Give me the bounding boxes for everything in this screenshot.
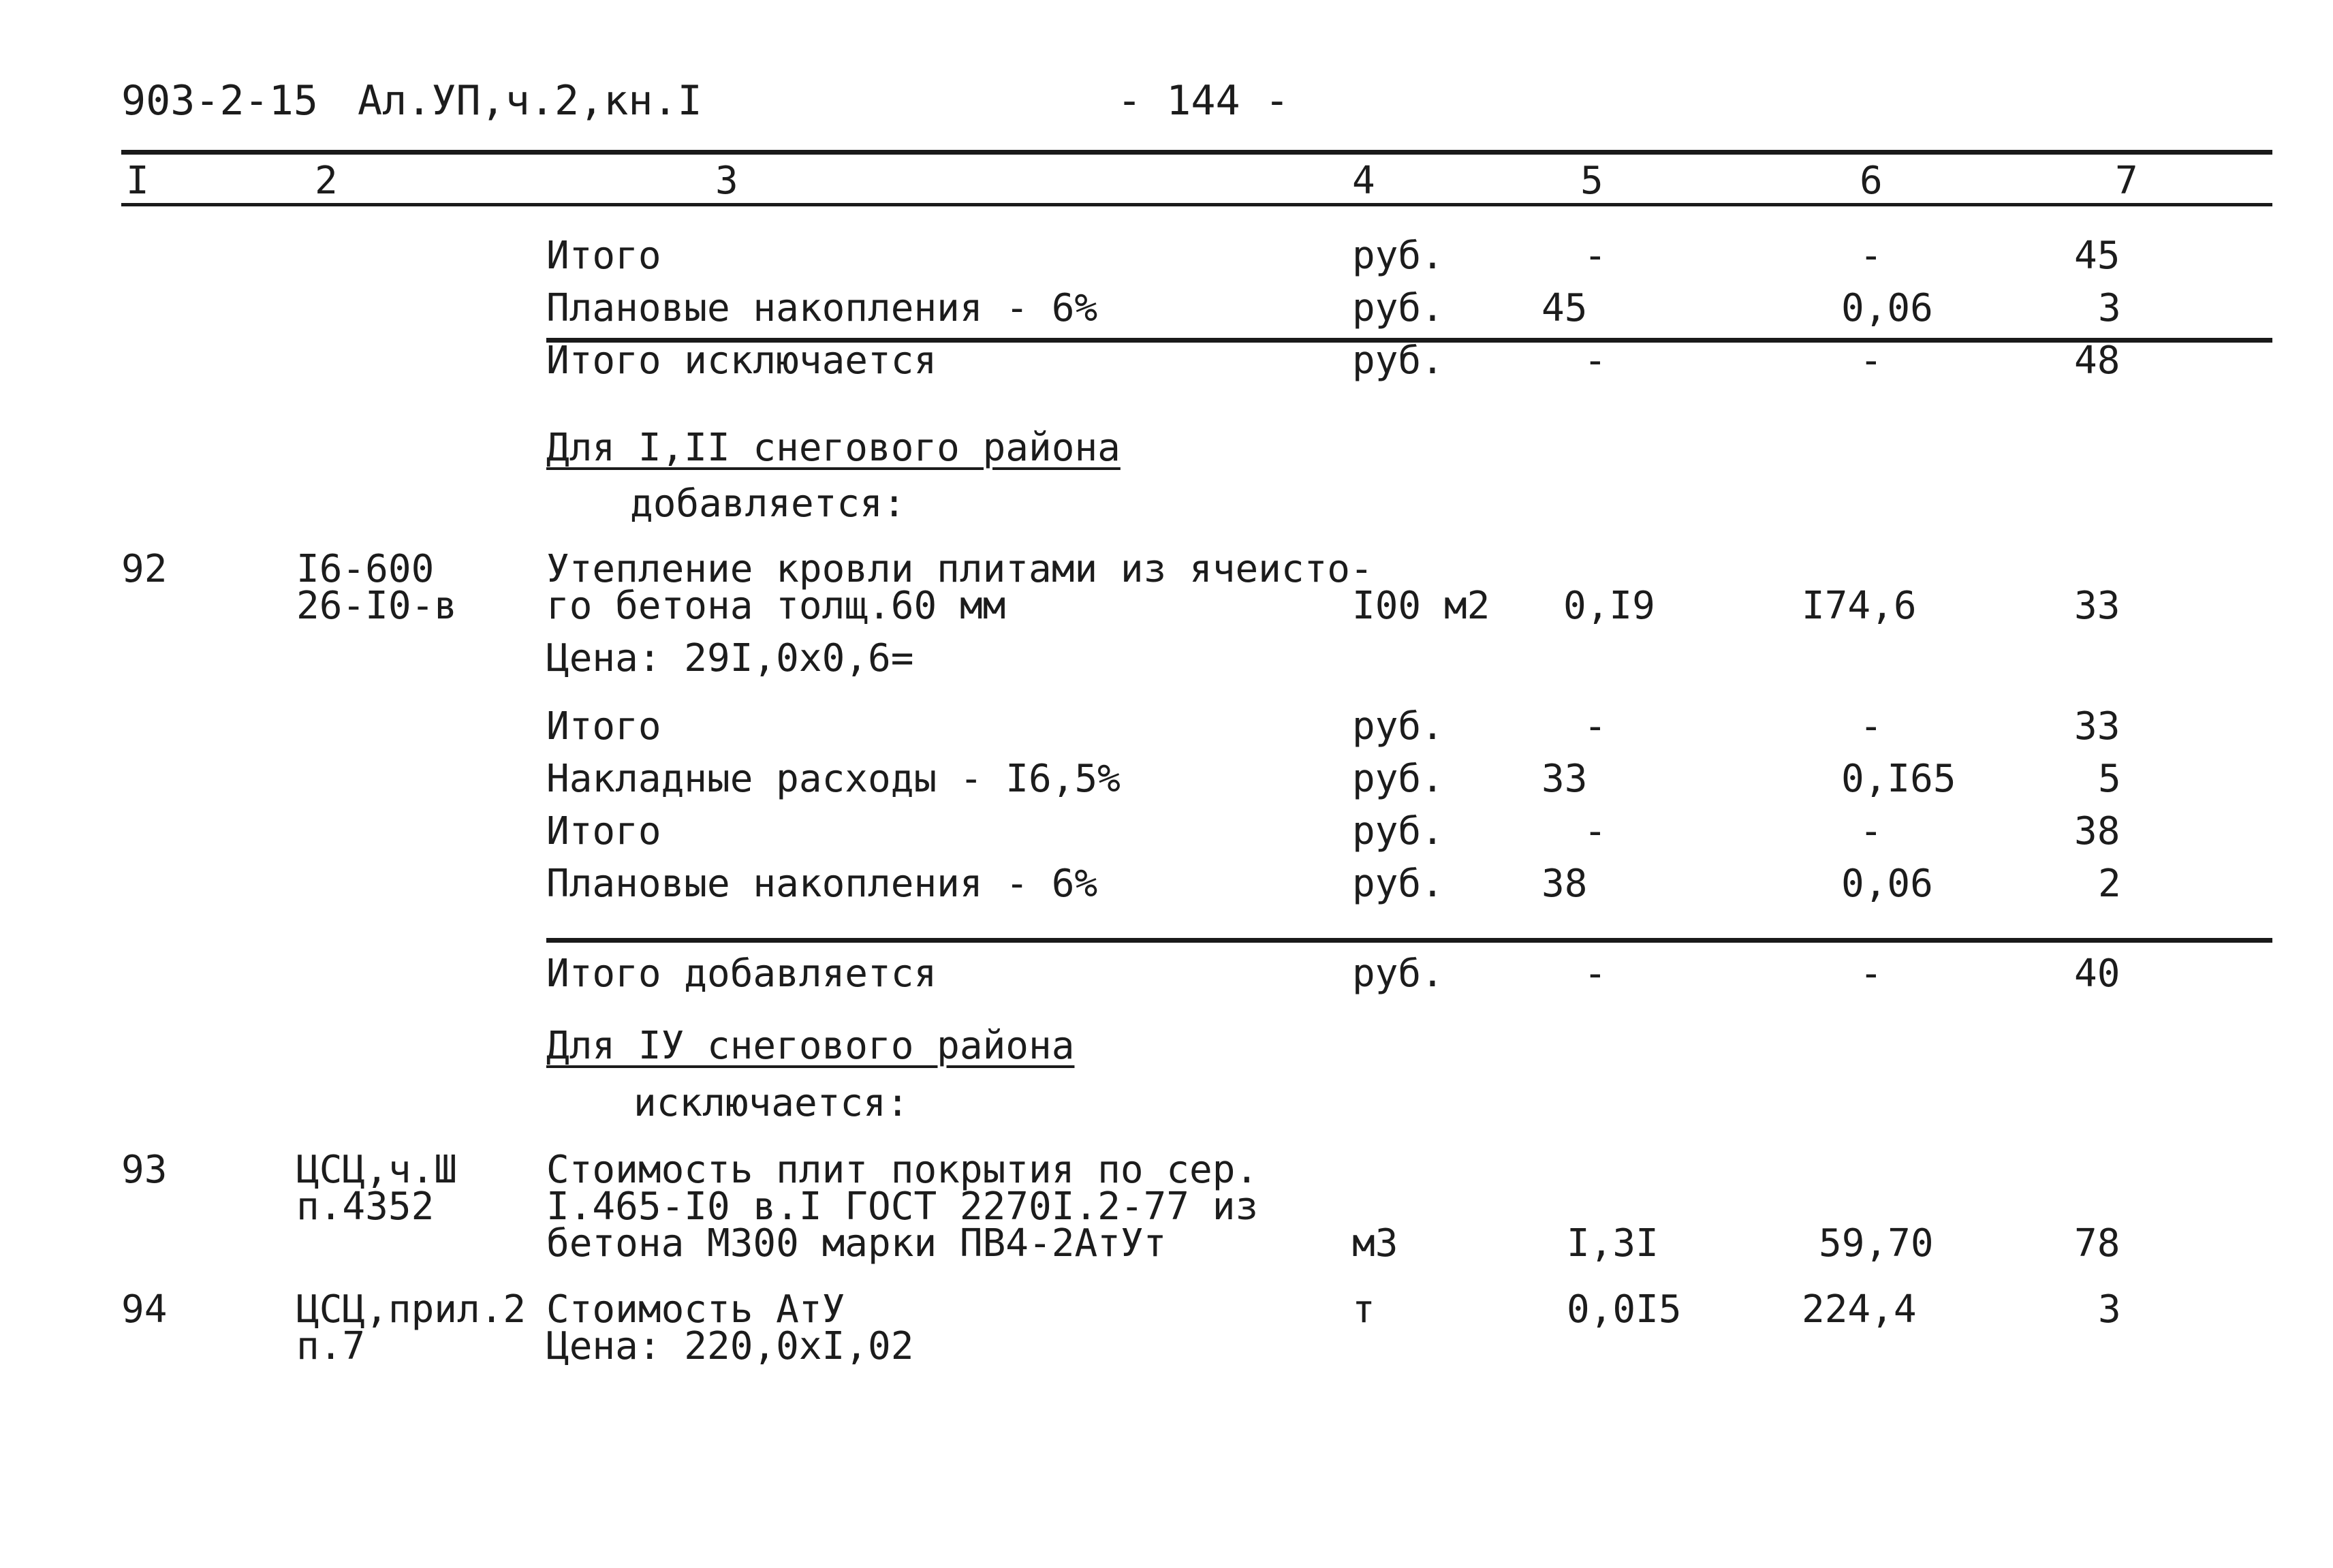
row-93-code-line-2: п.4352 xyxy=(296,1185,435,1229)
row-8-unit-price: 0,06 xyxy=(1841,862,1933,906)
row-9-total: 40 xyxy=(2074,952,2120,996)
row-7-quantity: - xyxy=(1584,809,1607,853)
row-5-unit-price: - xyxy=(1860,704,1883,749)
row-6-unit-price: 0,I65 xyxy=(1841,757,1956,801)
row-93-description-line-3: бетона М300 марки ПВ4-2АтУт xyxy=(546,1221,1167,1266)
row-2-total: 48 xyxy=(2074,339,2120,383)
row-2-unit: руб. xyxy=(1352,339,1444,383)
row-8-unit: руб. xyxy=(1352,862,1444,906)
row-93-description-line-1: Стоимость плит покрытия по сер. xyxy=(546,1148,1259,1192)
document-code: 903-2-15 xyxy=(121,77,318,125)
row-0-unit: руб. xyxy=(1352,234,1444,278)
row-9-unit-price: - xyxy=(1860,952,1883,996)
row-92-total: 33 xyxy=(2074,584,2120,628)
row-93-unit-price: 59,70 xyxy=(1819,1221,1934,1266)
row-92-code-line-2: 26-I0-в xyxy=(296,584,458,628)
row-9-unit: руб. xyxy=(1352,952,1444,996)
row-93-number: 93 xyxy=(121,1148,168,1192)
row-5-unit: руб. xyxy=(1352,704,1444,749)
row-94-quantity: 0,0I5 xyxy=(1567,1287,1682,1332)
row-0-total: 45 xyxy=(2074,234,2120,278)
table-top-rule xyxy=(121,150,2272,155)
subtotal-rule-2 xyxy=(546,938,2272,943)
page-number: - 144 - xyxy=(1117,77,1289,125)
section-subheading-excluded: исключается: xyxy=(633,1081,909,1125)
section-heading-snow-region-4: Для IУ снегового района xyxy=(546,1024,1075,1068)
row-2-quantity: - xyxy=(1584,339,1607,383)
row-7-unit: руб. xyxy=(1352,809,1444,853)
row-1-unit-price: 0,06 xyxy=(1841,286,1933,330)
column-header-1: I xyxy=(126,159,149,203)
row-93-total: 78 xyxy=(2074,1221,2120,1266)
row-9-quantity: - xyxy=(1584,952,1607,996)
row-94-code-line-2: п.7 xyxy=(296,1324,366,1368)
section-heading-snow-region-1-2: Для I,II снегового района xyxy=(546,426,1121,470)
row-92-description-line-2: го бетона толщ.60 мм xyxy=(546,584,1006,628)
row-8-description: Плановые накопления - 6% xyxy=(546,862,1098,906)
row-6-total: 5 xyxy=(2098,757,2121,801)
row-92-description-line-1: Утепление кровли плитами из ячеисто- xyxy=(546,547,1373,591)
column-header-7: 7 xyxy=(2115,159,2138,203)
row-93-quantity: I,3I xyxy=(1567,1221,1659,1266)
album-reference: Ал.УП,ч.2,кн.I xyxy=(358,77,702,125)
row-8-quantity: 38 xyxy=(1541,862,1588,906)
column-header-2: 2 xyxy=(315,159,338,203)
row-0-description: Итого xyxy=(546,234,661,278)
row-0-unit-price: - xyxy=(1860,234,1883,278)
row-7-description: Итого xyxy=(546,809,661,853)
row-8-total: 2 xyxy=(2098,862,2121,906)
row-93-unit: м3 xyxy=(1352,1221,1398,1266)
row-94-description-line-2: Цена: 220,0xI,02 xyxy=(546,1324,914,1368)
row-6-quantity: 33 xyxy=(1541,757,1588,801)
row-0-quantity: - xyxy=(1584,234,1607,278)
row-92-unit-price: I74,6 xyxy=(1802,584,1917,628)
row-5-total: 33 xyxy=(2074,704,2120,749)
row-92-unit: I00 м2 xyxy=(1352,584,1490,628)
row-6-unit: руб. xyxy=(1352,757,1444,801)
row-92-quantity: 0,I9 xyxy=(1563,584,1655,628)
row-94-unit: т xyxy=(1352,1287,1375,1332)
row-94-unit-price: 224,4 xyxy=(1802,1287,1917,1332)
row-92-code-line-1: I6-600 xyxy=(296,547,435,591)
row-2-unit-price: - xyxy=(1860,339,1883,383)
row-92-number: 92 xyxy=(121,547,168,591)
row-94-description-line-1: Стоимость АтУ xyxy=(546,1287,845,1332)
column-header-3: 3 xyxy=(715,159,738,203)
section-subheading-added: добавляется: xyxy=(630,482,906,526)
table-header-rule xyxy=(121,203,2272,206)
row-1-quantity: 45 xyxy=(1541,286,1588,330)
row-94-code-line-1: ЦСЦ,прил.2 xyxy=(296,1287,527,1332)
row-1-description: Плановые накопления - 6% xyxy=(546,286,1098,330)
row-7-unit-price: - xyxy=(1860,809,1883,853)
row-94-number: 94 xyxy=(121,1287,168,1332)
row-92-price-formula: Цена: 29I,0x0,6= xyxy=(546,636,914,680)
row-2-description: Итого исключается xyxy=(546,339,937,383)
row-5-quantity: - xyxy=(1584,704,1607,749)
row-93-description-line-2: I.465-I0 в.I ГОСТ 2270I.2-77 из xyxy=(546,1185,1259,1229)
row-1-total: 3 xyxy=(2098,286,2121,330)
row-1-unit: руб. xyxy=(1352,286,1444,330)
row-94-total: 3 xyxy=(2098,1287,2121,1332)
column-header-4: 4 xyxy=(1352,159,1375,203)
row-93-code-line-1: ЦСЦ,ч.Ш xyxy=(296,1148,458,1192)
row-7-total: 38 xyxy=(2074,809,2120,853)
row-5-description: Итого xyxy=(546,704,661,749)
column-header-5: 5 xyxy=(1580,159,1603,203)
row-6-description: Накладные расходы - I6,5% xyxy=(546,757,1121,801)
column-header-6: 6 xyxy=(1860,159,1883,203)
row-9-description: Итого добавляется xyxy=(546,952,937,996)
